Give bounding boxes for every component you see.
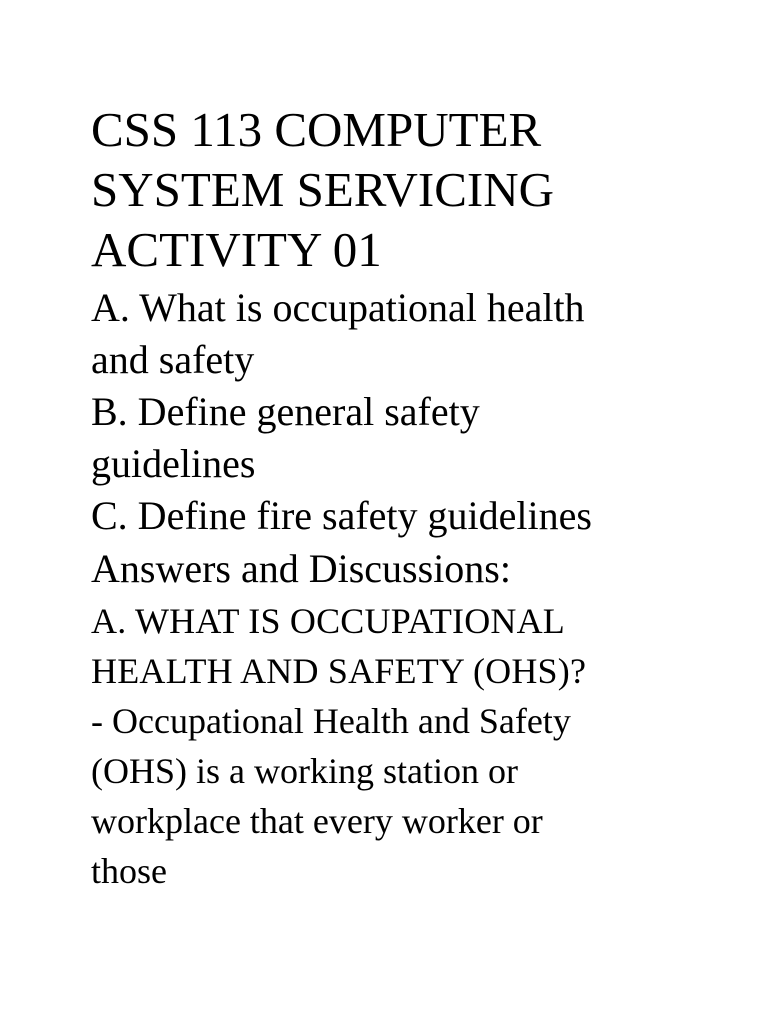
question-line: guidelines xyxy=(91,441,256,486)
question-line: and safety xyxy=(91,337,255,382)
title-line: CSS 113 COMPUTER xyxy=(91,102,542,157)
answers-heading: Answers and Discussions: xyxy=(91,546,511,591)
body-line: those xyxy=(91,851,167,891)
body-line: (OHS) is a working station or xyxy=(91,751,518,791)
activity-questions xyxy=(91,282,751,542)
section-heading-line: A. WHAT IS OCCUPATIONAL xyxy=(91,601,565,641)
title-line: ACTIVITY 01 xyxy=(91,222,382,277)
question-line: B. Define general safety xyxy=(91,389,480,434)
document-content xyxy=(91,100,751,896)
body-line: - Occupational Health and Safety xyxy=(91,701,571,741)
question-line: A. What is occupational health xyxy=(91,285,585,330)
question-line: C. Define fire safety guidelines xyxy=(91,493,592,538)
section-a-body xyxy=(91,696,751,896)
body-line: workplace that every worker or xyxy=(91,801,543,841)
document-title xyxy=(91,100,751,280)
title-line: SYSTEM SERVICING xyxy=(91,162,554,217)
section-a-heading xyxy=(91,596,751,696)
section-heading-line: HEALTH AND SAFETY (OHS)? xyxy=(91,651,587,691)
